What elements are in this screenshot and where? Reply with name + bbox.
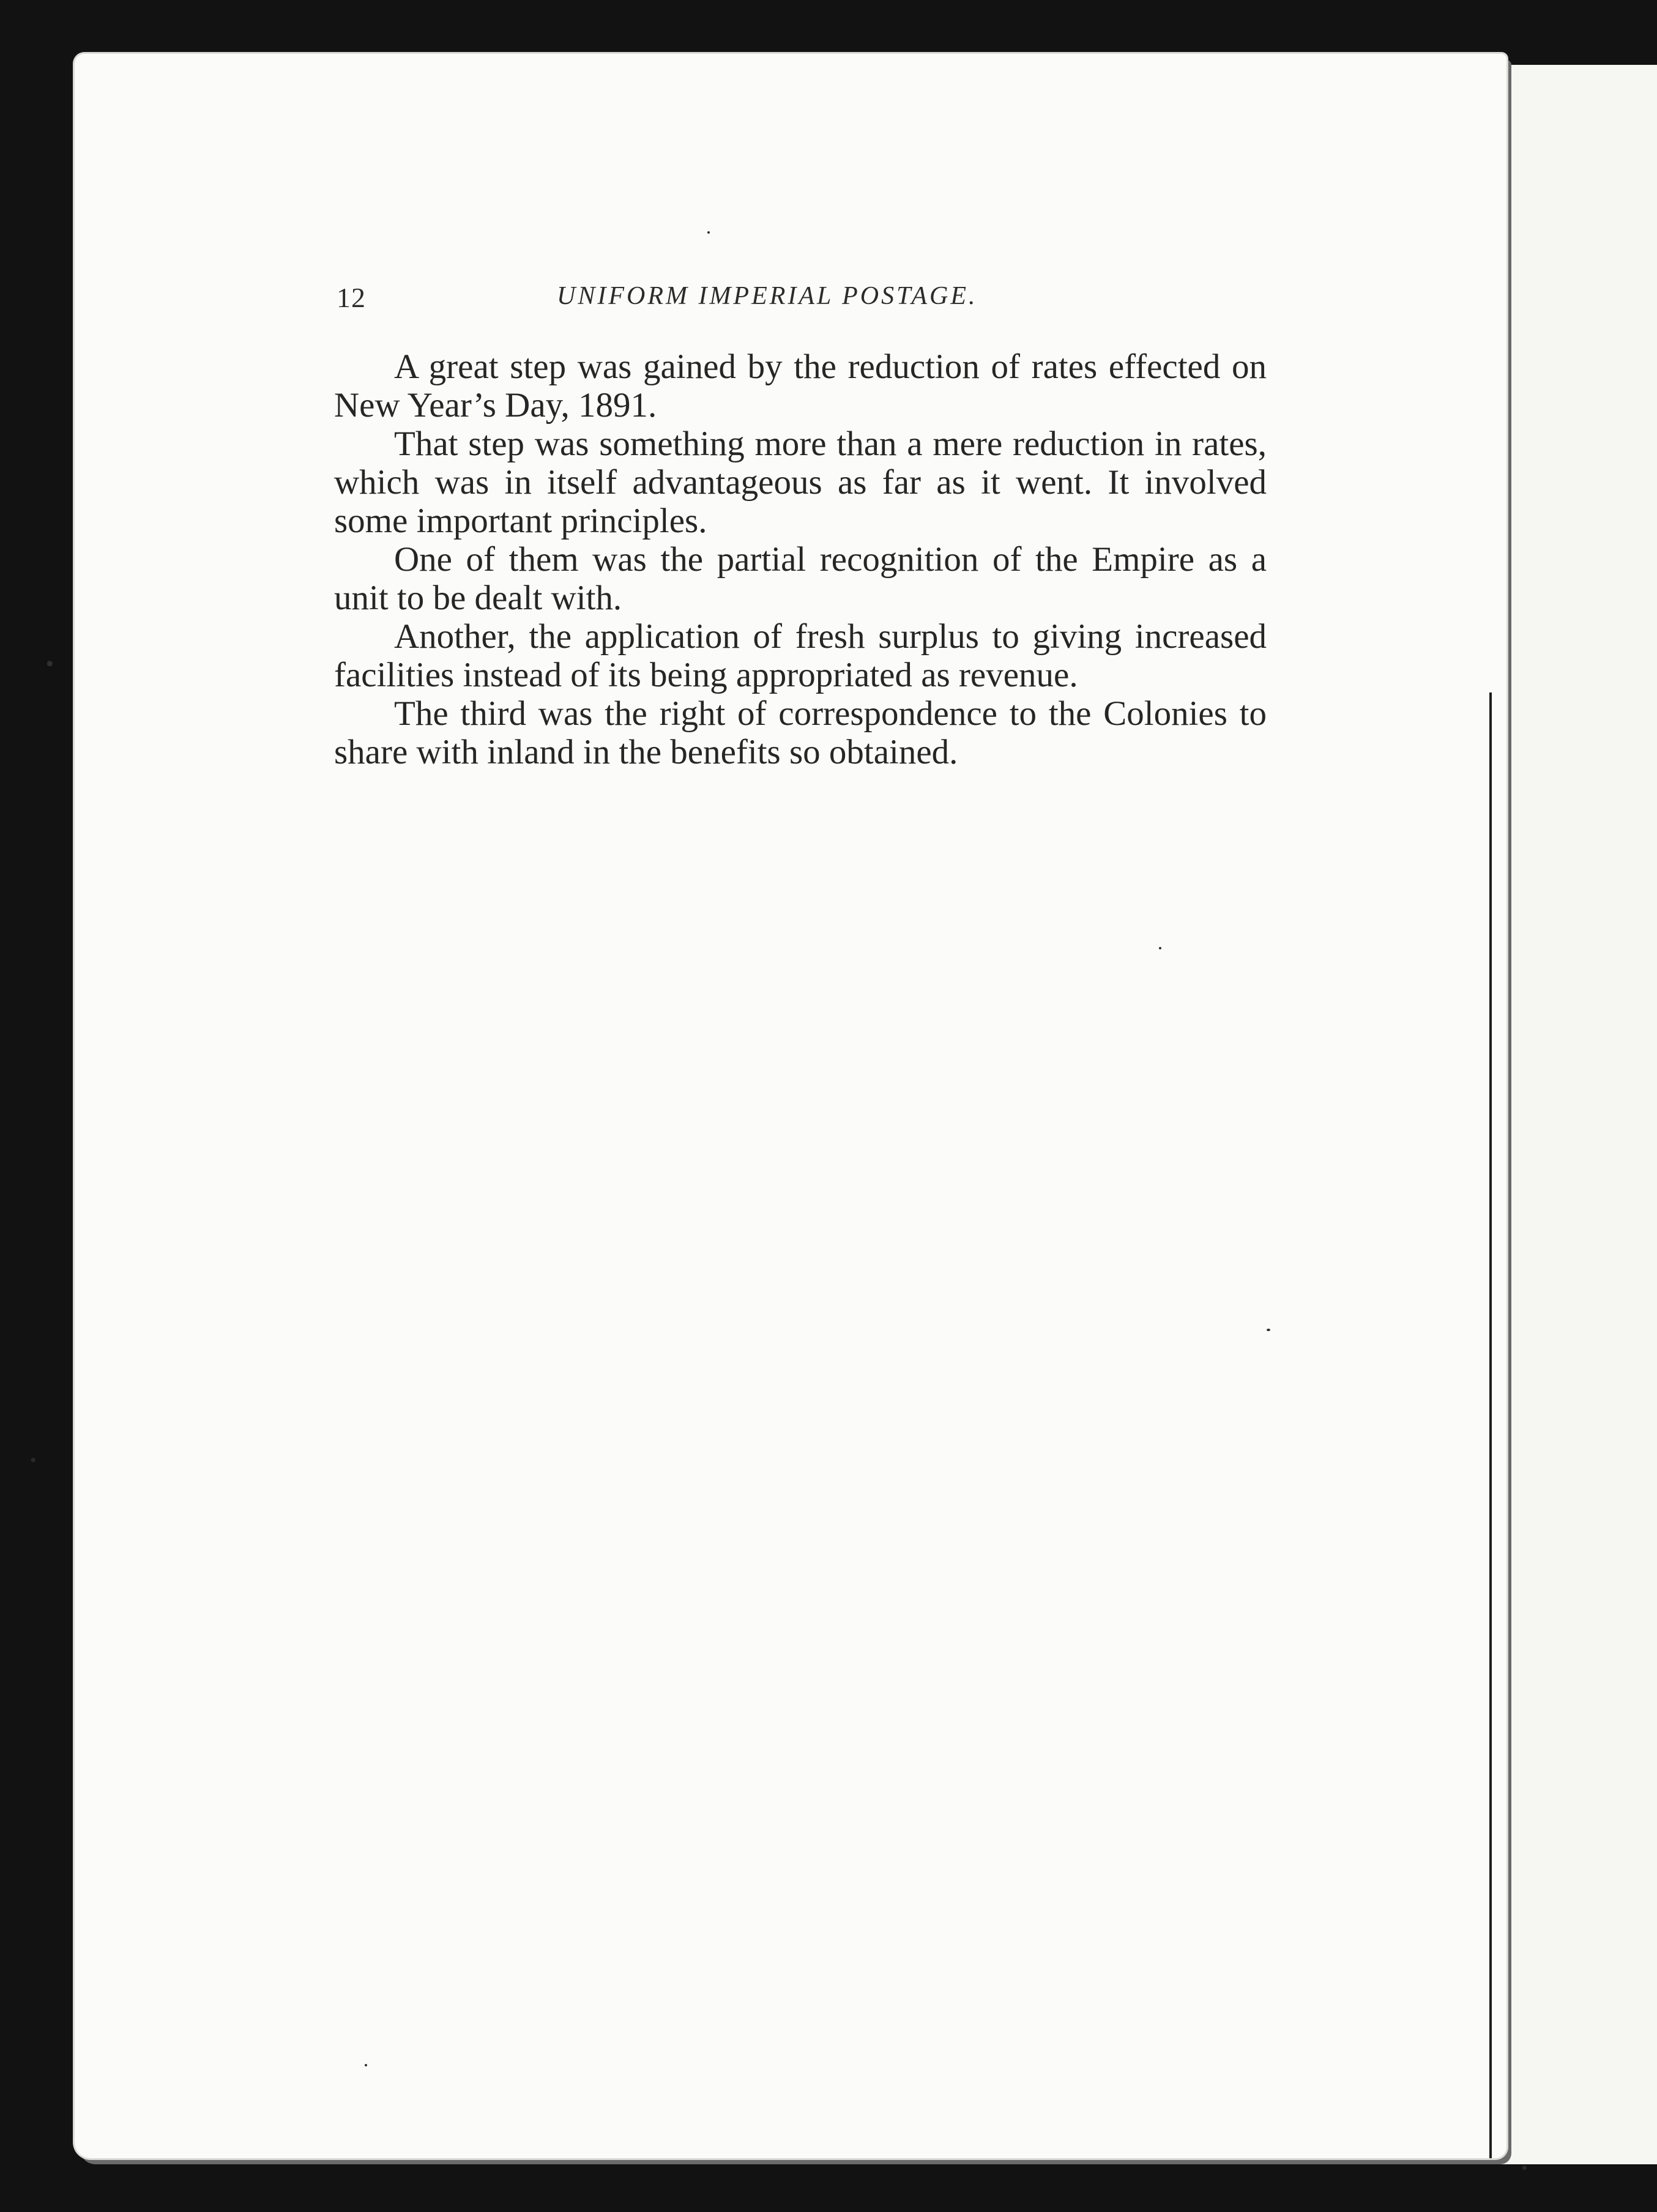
paragraph: That step was something more than a mere reduction in rates, which was in itself advantageous as far as it went. It involved some important principles. [334, 425, 1267, 540]
paragraph: One of them was the partial recognition of the Empire as a unit to be dealt with. [334, 540, 1267, 617]
running-title: UNIFORM IMPERIAL POSTAGE. [557, 282, 978, 310]
body-text [334, 347, 1267, 771]
ink-speck [365, 2064, 367, 2066]
facing-page-edge [1493, 65, 1657, 2164]
page-number: 12 [337, 282, 366, 313]
ink-speck [707, 231, 710, 234]
paragraph: Another, the application of fresh surplus to giving increased facilities instead of its being appropriated as revenue. [334, 617, 1267, 694]
paragraph: A great step was gained by the reduction of rates effected on New Year’s Day, 1891. [334, 347, 1267, 425]
ink-speck [1267, 1329, 1270, 1331]
page-gutter-line [1489, 692, 1492, 2158]
running-header [337, 281, 1267, 322]
ink-speck [1159, 947, 1161, 949]
paragraph: The third was the right of correspondence to the Colonies to share with inland in the benefits so obtained. [334, 694, 1267, 771]
